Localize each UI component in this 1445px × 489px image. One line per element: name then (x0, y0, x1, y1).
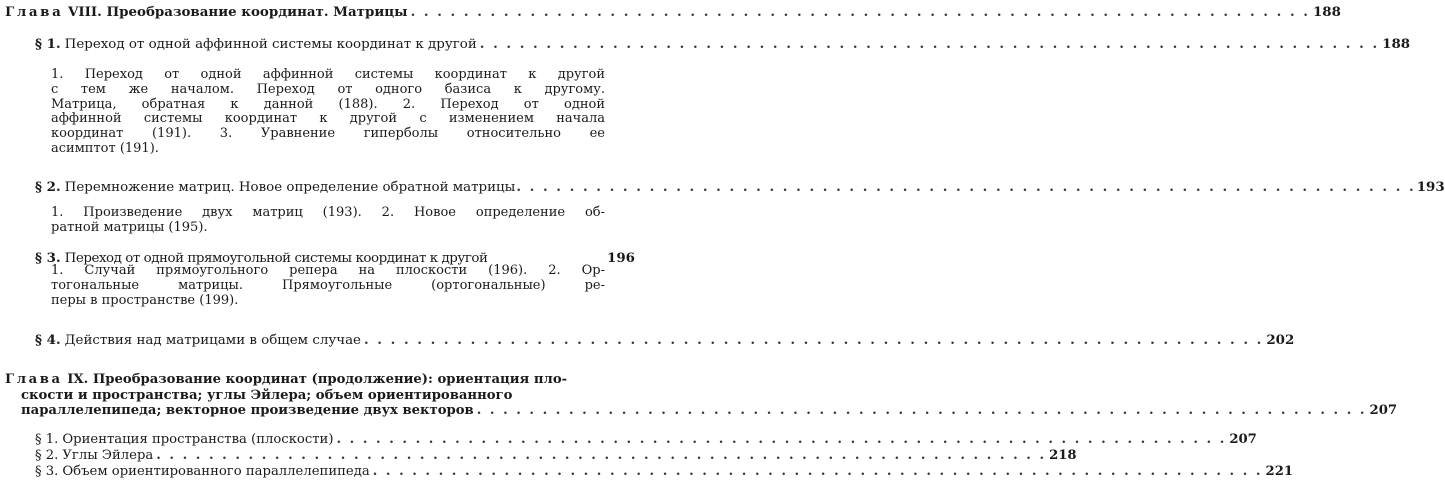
summary-line: координат (191). 3. Уравнение гиперболы относительно ее (51, 126, 605, 142)
chapter-9-section-3-title-text: Объем ориентированного параллелепипеда (62, 464, 370, 479)
summary-line: с тем же началом. Переход от одного базиса к другому. (51, 81, 605, 97)
chapter-8-title (5, 4, 408, 20)
chapter-9-page: 207 (1369, 403, 1398, 419)
chapter-8-label: Глава (5, 4, 64, 20)
section-4-page: 202 (1266, 332, 1295, 348)
chapter-9-section-3-entry (35, 464, 1294, 479)
summary-line: асимптот (191). (51, 140, 159, 156)
chapter-9-section-2-entry (35, 448, 1077, 463)
section-2-number: § 2. (35, 179, 61, 195)
leader-dots: . . . . . . . . . . . . . . . . . . . . . . . . . . . . . . . . . . . . . . . . . . . . . . . . . . . . . . . . . . . . . . . . . . . . (476, 403, 1367, 419)
chapter-9-section-3-title (35, 465, 370, 478)
section-4-title-text: Действия над матрицами в общем случае (64, 333, 361, 348)
section-4-number: § 4. (35, 332, 61, 348)
section-4-title (35, 332, 361, 348)
section-2-title-text: Перемножение матриц. Новое определение обратной матрицы (64, 180, 516, 195)
leader-dots: . . . . . . . . . . . . . . . . . . . . . . . . . . . . . . . . . . . . . . . . . . . . . . . . . . . . . . . . . . . . . . . . . . . . (516, 179, 1416, 195)
chapter-9-section-3-page: 221 (1265, 464, 1294, 479)
summary-line: перы в пространстве (199). (51, 292, 239, 308)
chapter-8-page: 188 (1312, 4, 1341, 20)
chapter-9-title-text: параллелепипеда; векторное произведение двух векторов (21, 403, 474, 419)
leader-dots: . . . . . . . . . . . . . . . . . . . . . . . . . . . . . . . . . . . . . . . . . . . . . . . . . . . . . . . . . . . . . . . . . . . . (363, 332, 1264, 348)
chapter-9-section-1-number: § 1. (35, 432, 59, 447)
section-3-title-text: Переход от одной прямоугольной системы координат к другой (64, 251, 488, 266)
summary-line: 1. Переход от одной аффинной системы координат к другой (51, 67, 605, 82)
chapter-8-title-text: VIII. Преобразование координат. Матрицы (63, 4, 408, 20)
chapter-9-line-1 (5, 372, 635, 388)
section-2-summary (51, 206, 605, 236)
summary-line: ратной матрицы (195). (51, 219, 208, 235)
section-1-title-text: Переход от одной аффинной системы координат к другой (64, 37, 477, 52)
chapter-9-label: Глава (5, 372, 63, 387)
section-1-summary (51, 68, 605, 157)
section-1-number: § 1. (35, 36, 61, 52)
chapter-9-section-3-number: § 3. (35, 464, 59, 479)
section-2-title (35, 179, 515, 195)
leader-dots: . . . . . . . . . . . . . . . . . . . . . . . . . . . . . . . . . . . . . . . . . . . . . . . . . . . . . . . . . . . . . . . . . . . . (372, 464, 1263, 479)
summary-line: 1. Произведение двух матриц (193). 2. Новое определение об- (51, 205, 605, 220)
summary-line: 1. Случай прямоугольного репера на плоскости (196). 2. Ор- (51, 263, 605, 278)
chapter-9-section-1-title (35, 433, 334, 446)
chapter-9-section-1-entry (35, 432, 1257, 447)
chapter-9-line-2: скости и пространства; углы Эйлера; объем ориентированного (21, 387, 513, 403)
summary-line: Матрица, обратная к данной (188). 2. Переход от одной (51, 96, 605, 112)
chapter-9-section-1-page: 207 (1229, 432, 1257, 447)
chapter-9-line-3 (5, 403, 1398, 419)
leader-dots: . . . . . . . . . . . . . . . . . . . . . . . . . . . . . . . . . . . . . . . . . . . . . . . . . . . . . . . . . . . . . . . . . . . . (479, 36, 1380, 52)
section-3-number: § 3. (35, 250, 61, 266)
summary-line: тогональные матрицы. Прямоугольные (ортогональные) ре- (51, 277, 605, 293)
summary-line: аффинной системы координат к другой с изменением начала (51, 111, 605, 127)
chapter-9-section-2-title-text: Углы Эйлера (62, 448, 154, 463)
section-4-entry (35, 332, 1295, 348)
section-1-entry (35, 36, 1411, 52)
leader-dots: . . . . . . . . . . . . . . . . . . . . . . . . . . . . . . . . . . . . . . . . . . . . . . . . . . . . . . . . . . . . . . . . . . . . (156, 448, 1047, 463)
chapter-9-section-2-number: § 2. (35, 448, 59, 463)
section-1-page: 188 (1382, 36, 1411, 52)
chapter-9-section-2-title (35, 449, 153, 462)
chapter-9-title-text: IX. Преобразование координат (продолжение): ориентация пло- (62, 372, 568, 387)
leader-dots: . . . . . . . . . . . . . . . . . . . . . . . . . . . . . . . . . . . . . . . . . . . . . . . . . . . . . . . . . . . . . . . . . . . . (410, 4, 1310, 20)
chapter-8-entry (5, 4, 1341, 20)
section-2-entry (35, 179, 1445, 195)
chapter-9-section-1-title-text: Ориентация пространства (плоскости) (62, 432, 334, 447)
leader-dots: . . . . . . . . . . . . . . . . . . . . . . . . . . . . . . . . . . . . . . . . . . . . . . . . . . . . . . . . . . . . . . . . . . . . (336, 432, 1227, 447)
section-3-page: 196 (607, 250, 635, 266)
section-3-summary (51, 264, 605, 308)
chapter-9-section-2-page: 218 (1049, 448, 1077, 463)
section-1-title (35, 36, 477, 52)
section-2-page: 193 (1416, 179, 1445, 195)
chapter-9-entry (5, 372, 1398, 419)
